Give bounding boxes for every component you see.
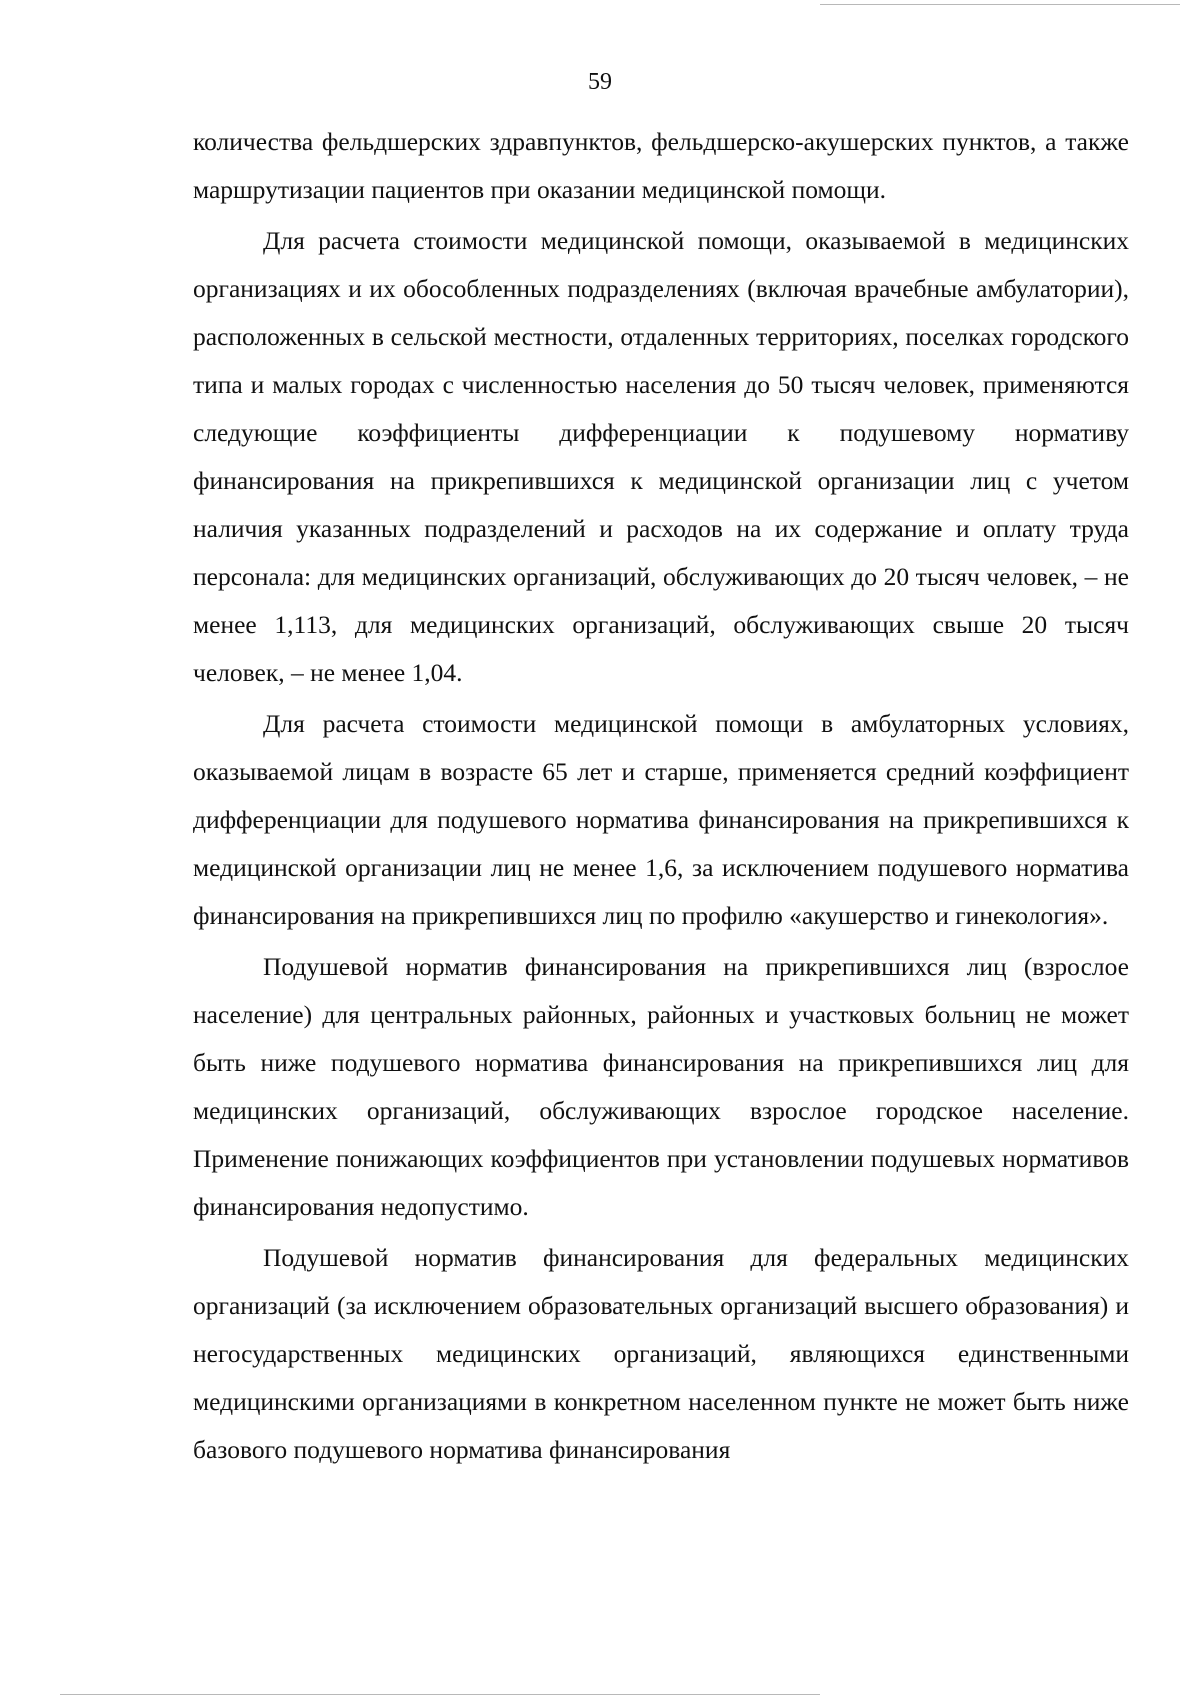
scan-edge-bottom [60,1694,820,1695]
paragraph-rural-hospitals-norm: Подушевой норматив финансирования на прикрепившихся лиц (взрослое население) для центральных районных, районных и участковых больниц не может быть ниже подушевого норматива финансирования на прикрепившихся лиц для медицинских организаций, обслуживающих взрослое городское население. Применение понижающих коэффициентов при установлении подушевых нормативов финансирования недопустимо. [193,952,1129,1221]
paragraph-rural-coefficients: Для расчета стоимости медицинской помощи, оказываемой в медицинских организациях и их обособленных подразделениях (включая врачебные амбулатории), расположенных в сельской местности, отдаленных территориях, поселках городского типа и малых городах с численностью населения до 50 тысяч человек, применяются следующие коэффициенты дифференциации к подушевому нормативу финансирования на прикрепившихся к медицинской организации лиц с учетом наличия указанных подразделений и расходов на их содержание и оплату труда персонала: для медицинских организаций, обслуживающих до 20 тысяч человек, – не менее 1,113, для медицинских организаций, обслуживающих свыше 20 тысяч человек, – не менее 1,04. [193,226,1129,687]
paragraph-continuation: количества фельдшерских здравпунктов, фельдшерско-акушерских пунктов, а также маршрутизации пациентов при оказании медицинской помощи. [193,127,1129,204]
paragraph-federal-organizations-norm: Подушевой норматив финансирования для федеральных медицинских организаций (за исключением образовательных организаций высшего образования) и негосударственных медицинских организаций, являющихся единственными медицинскими организациями в конкретном населенном пункте не может быть ниже базового подушевого норматива финансирования [193,1243,1129,1464]
page-number: 59 [588,69,612,95]
document-body [193,118,1129,1477]
scan-edge-top [820,4,1180,5]
paragraph-elderly-coefficient: Для расчета стоимости медицинской помощи в амбулаторных условиях, оказываемой лицам в возрасте 65 лет и старше, применяется средний коэффициент дифференциации для подушевого норматива финансирования на прикрепившихся к медицинской организации лиц не менее 1,6, за исключением подушевого норматива финансирования на прикрепившихся лиц по профилю «акушерство и гинекология». [193,709,1129,930]
